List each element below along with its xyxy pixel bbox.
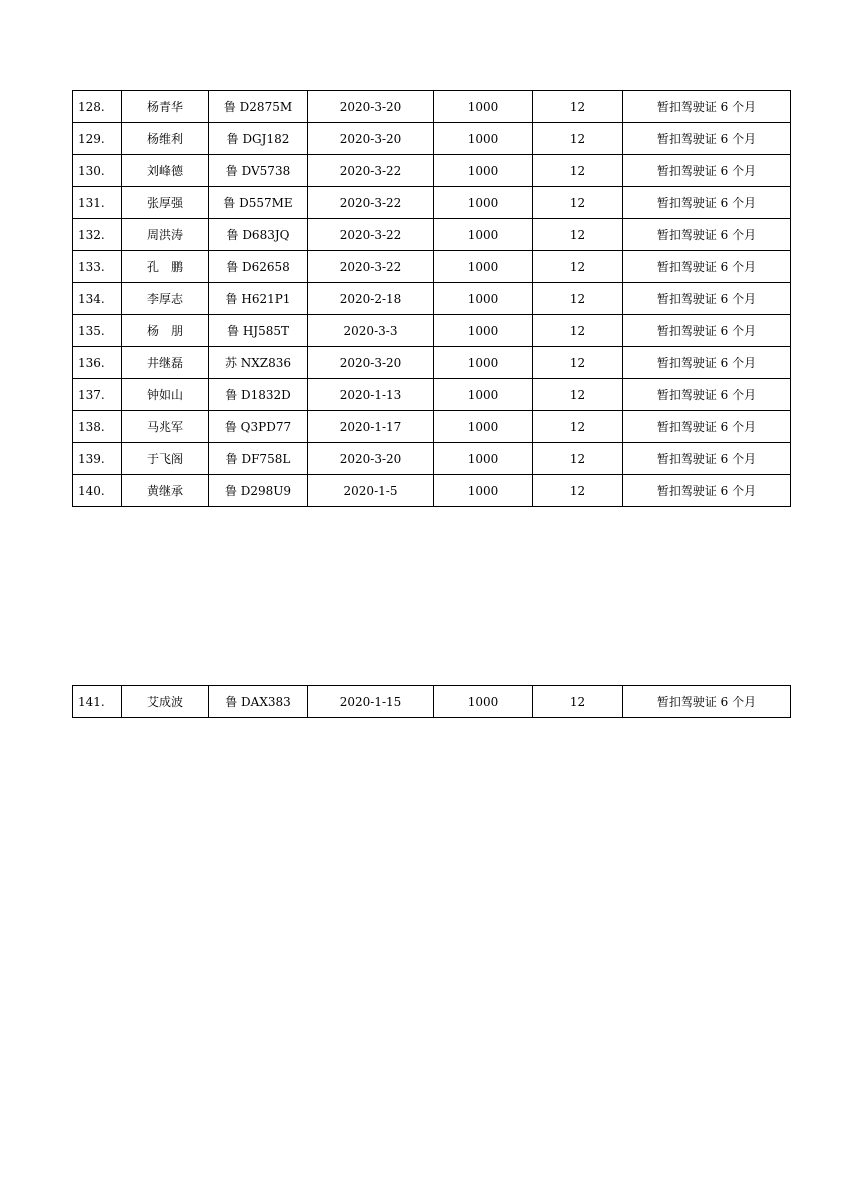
cell-points: 12 (533, 315, 623, 347)
cell-fine: 1000 (434, 219, 533, 251)
cell-number: 140. (73, 475, 122, 507)
cell-date: 2020-3-22 (308, 155, 434, 187)
cell-date: 2020-3-20 (308, 91, 434, 123)
cell-penalty: 暂扣驾驶证 6 个月 (623, 379, 791, 411)
cell-number: 135. (73, 315, 122, 347)
cell-name: 杨青华 (122, 91, 209, 123)
cell-penalty: 暂扣驾驶证 6 个月 (623, 187, 791, 219)
cell-points: 12 (533, 219, 623, 251)
cell-fine: 1000 (434, 91, 533, 123)
cell-points: 12 (533, 123, 623, 155)
cell-plate: 苏 NXZ836 (209, 347, 308, 379)
cell-plate: 鲁 DF758L (209, 443, 308, 475)
cell-name: 李厚志 (122, 283, 209, 315)
cell-penalty: 暂扣驾驶证 6 个月 (623, 686, 791, 718)
cell-penalty: 暂扣驾驶证 6 个月 (623, 411, 791, 443)
cell-penalty: 暂扣驾驶证 6 个月 (623, 251, 791, 283)
table-row (73, 443, 791, 475)
cell-number: 130. (73, 155, 122, 187)
cell-number: 133. (73, 251, 122, 283)
cell-fine: 1000 (434, 379, 533, 411)
cell-plate: 鲁 DGJ182 (209, 123, 308, 155)
cell-fine: 1000 (434, 123, 533, 155)
cell-name: 周洪涛 (122, 219, 209, 251)
table-row (73, 379, 791, 411)
cell-plate: 鲁 D62658 (209, 251, 308, 283)
violation-table (72, 90, 791, 507)
cell-points: 12 (533, 443, 623, 475)
cell-penalty: 暂扣驾驶证 6 个月 (623, 219, 791, 251)
cell-penalty: 暂扣驾驶证 6 个月 (623, 475, 791, 507)
violation-table-body (73, 91, 791, 507)
table-row (73, 91, 791, 123)
cell-name: 井继磊 (122, 347, 209, 379)
cell-points: 12 (533, 251, 623, 283)
cell-number: 136. (73, 347, 122, 379)
cell-fine: 1000 (434, 283, 533, 315)
cell-number: 139. (73, 443, 122, 475)
cell-date: 2020-1-13 (308, 379, 434, 411)
cell-date: 2020-1-15 (308, 686, 434, 718)
cell-plate: 鲁 H621P1 (209, 283, 308, 315)
cell-date: 2020-3-20 (308, 347, 434, 379)
cell-date: 2020-3-22 (308, 219, 434, 251)
cell-fine: 1000 (434, 347, 533, 379)
cell-penalty: 暂扣驾驶证 6 个月 (623, 283, 791, 315)
cell-date: 2020-2-18 (308, 283, 434, 315)
table-row (73, 251, 791, 283)
cell-plate: 鲁 DAX383 (209, 686, 308, 718)
cell-number: 132. (73, 219, 122, 251)
cell-fine: 1000 (434, 475, 533, 507)
table-row (73, 283, 791, 315)
table-row (73, 315, 791, 347)
cell-fine: 1000 (434, 315, 533, 347)
cell-plate: 鲁 Q3PD77 (209, 411, 308, 443)
cell-name: 于飞阁 (122, 443, 209, 475)
cell-name: 杨维利 (122, 123, 209, 155)
cell-points: 12 (533, 283, 623, 315)
violation-table-continued-body (73, 686, 791, 718)
table-row (73, 347, 791, 379)
cell-plate: 鲁 D683JQ (209, 219, 308, 251)
cell-name: 黄继承 (122, 475, 209, 507)
cell-date: 2020-3-22 (308, 187, 434, 219)
cell-number: 141. (73, 686, 122, 718)
cell-number: 134. (73, 283, 122, 315)
table-row (73, 187, 791, 219)
violation-table-continued (72, 685, 791, 718)
table-row (73, 686, 791, 718)
cell-date: 2020-1-17 (308, 411, 434, 443)
cell-number: 129. (73, 123, 122, 155)
cell-plate: 鲁 D1832D (209, 379, 308, 411)
cell-penalty: 暂扣驾驶证 6 个月 (623, 155, 791, 187)
cell-name: 杨 朋 (122, 315, 209, 347)
cell-points: 12 (533, 347, 623, 379)
cell-number: 128. (73, 91, 122, 123)
cell-fine: 1000 (434, 251, 533, 283)
cell-penalty: 暂扣驾驶证 6 个月 (623, 123, 791, 155)
cell-name: 张厚强 (122, 187, 209, 219)
cell-date: 2020-3-22 (308, 251, 434, 283)
cell-number: 137. (73, 379, 122, 411)
cell-number: 138. (73, 411, 122, 443)
cell-number: 131. (73, 187, 122, 219)
cell-plate: 鲁 D557ME (209, 187, 308, 219)
cell-points: 12 (533, 187, 623, 219)
cell-fine: 1000 (434, 155, 533, 187)
cell-penalty: 暂扣驾驶证 6 个月 (623, 315, 791, 347)
cell-plate: 鲁 DV5738 (209, 155, 308, 187)
cell-plate: 鲁 D2875M (209, 91, 308, 123)
cell-plate: 鲁 HJ585T (209, 315, 308, 347)
cell-name: 刘峰德 (122, 155, 209, 187)
cell-date: 2020-3-3 (308, 315, 434, 347)
table-row (73, 219, 791, 251)
cell-fine: 1000 (434, 411, 533, 443)
cell-points: 12 (533, 91, 623, 123)
cell-name: 孔 鹏 (122, 251, 209, 283)
cell-name: 马兆军 (122, 411, 209, 443)
cell-points: 12 (533, 475, 623, 507)
cell-penalty: 暂扣驾驶证 6 个月 (623, 443, 791, 475)
cell-points: 12 (533, 686, 623, 718)
table-row (73, 155, 791, 187)
cell-date: 2020-1-5 (308, 475, 434, 507)
cell-date: 2020-3-20 (308, 443, 434, 475)
cell-fine: 1000 (434, 187, 533, 219)
cell-penalty: 暂扣驾驶证 6 个月 (623, 347, 791, 379)
cell-name: 钟如山 (122, 379, 209, 411)
cell-name: 艾成波 (122, 686, 209, 718)
cell-plate: 鲁 D298U9 (209, 475, 308, 507)
table-row (73, 411, 791, 443)
cell-fine: 1000 (434, 686, 533, 718)
cell-penalty: 暂扣驾驶证 6 个月 (623, 91, 791, 123)
cell-points: 12 (533, 379, 623, 411)
cell-points: 12 (533, 411, 623, 443)
table-row (73, 123, 791, 155)
cell-fine: 1000 (434, 443, 533, 475)
cell-date: 2020-3-20 (308, 123, 434, 155)
cell-points: 12 (533, 155, 623, 187)
table-row (73, 475, 791, 507)
